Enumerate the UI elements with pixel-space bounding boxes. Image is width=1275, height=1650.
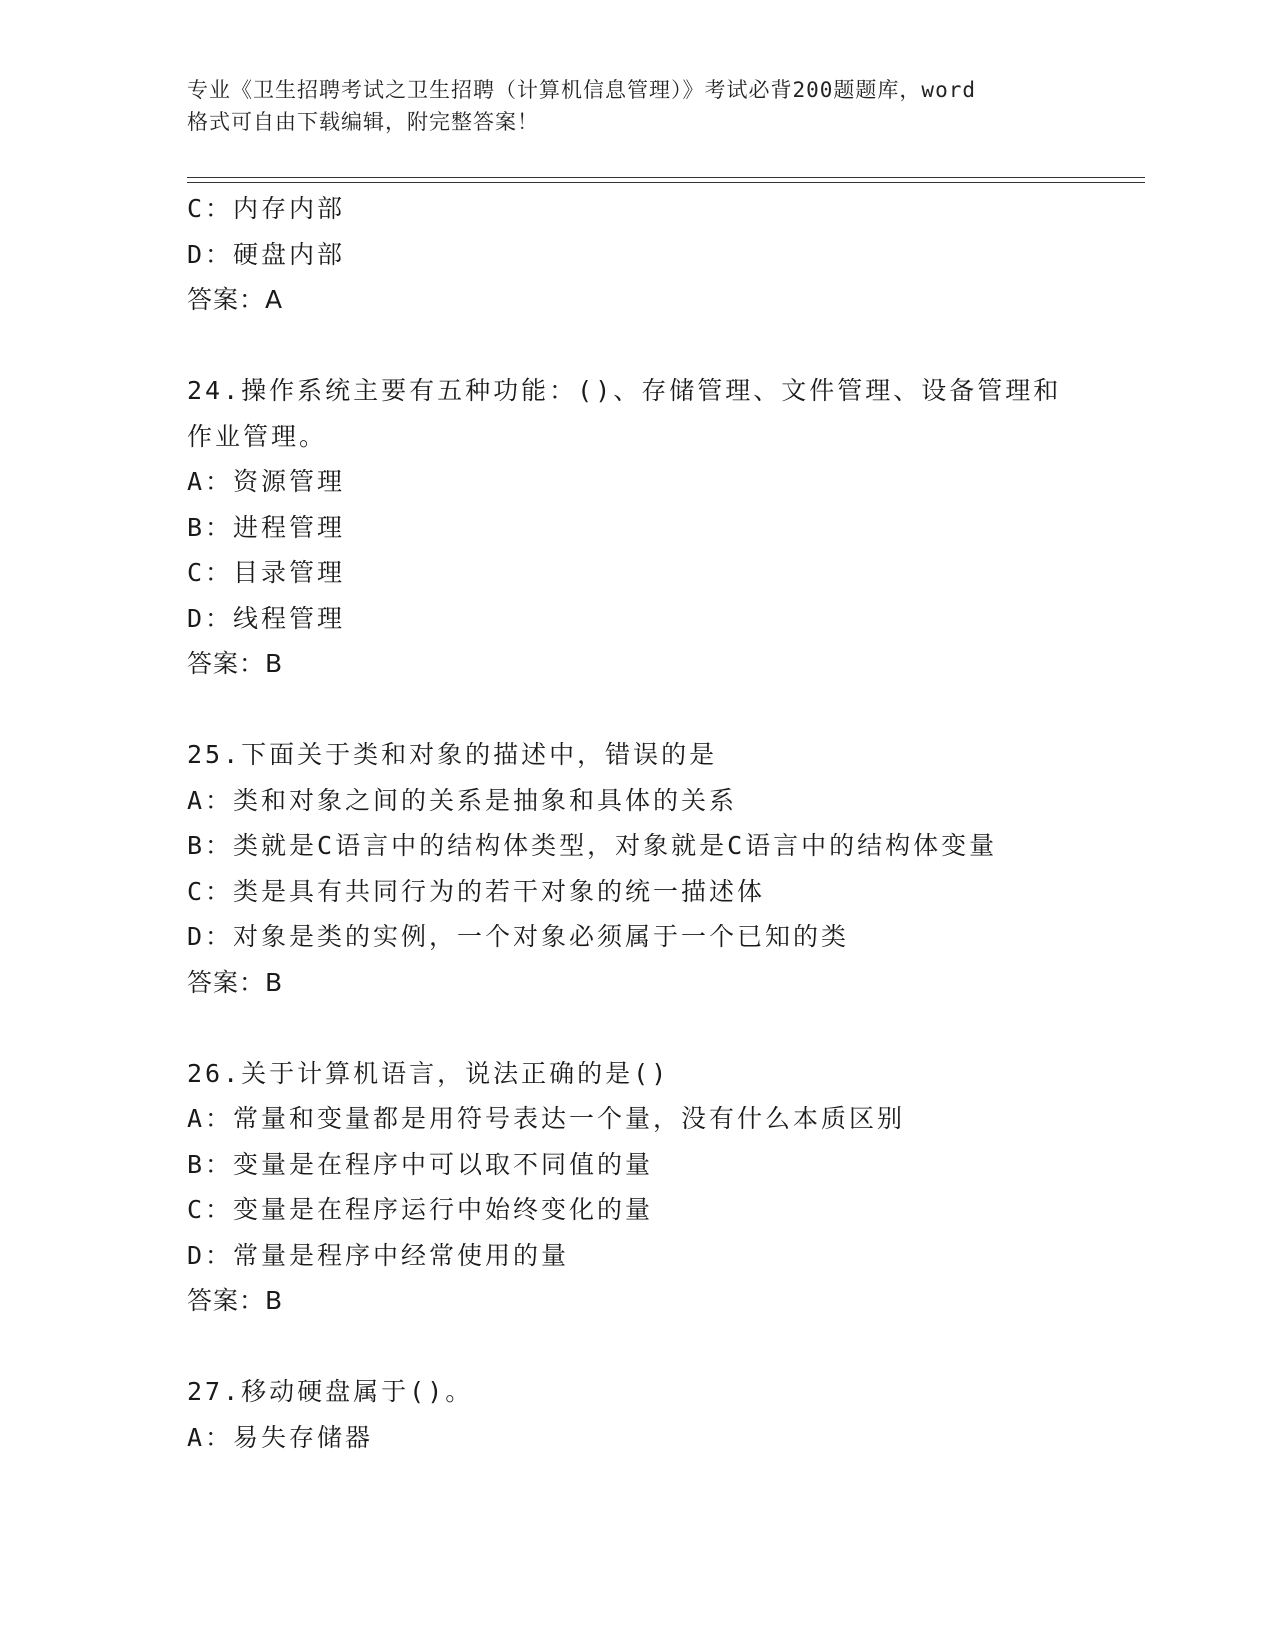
spacer <box>187 1005 1145 1051</box>
answer-line: 答案：B <box>187 967 284 997</box>
question-stem: 24.操作系统主要有五种功能：()、存储管理、文件管理、设备管理和 <box>187 376 1062 405</box>
answer-line: 答案：A <box>187 285 284 314</box>
option-c: C：类是具有共同行为的若干对象的统一描述体 <box>187 876 766 906</box>
option-c: C：目录管理 <box>187 558 346 587</box>
spacer <box>187 323 1145 369</box>
spacer <box>187 687 1145 733</box>
question-26 <box>187 1051 1145 1324</box>
option-d: D：线程管理 <box>187 603 346 633</box>
question-stem: 27.移动硬盘属于()。 <box>187 1377 474 1406</box>
option-a: A：类和对象之间的关系是抽象和具体的关系 <box>187 785 738 815</box>
question-content <box>187 186 1145 1460</box>
question-27 <box>187 1369 1145 1460</box>
option-a: A：常量和变量都是用符号表达一个量，没有什么本质区别 <box>187 1104 906 1133</box>
option-b: B：变量是在程序中可以取不同值的量 <box>187 1149 654 1179</box>
option-d: D：对象是类的实例，一个对象必须属于一个已知的类 <box>187 922 850 951</box>
option-c: C：内存内部 <box>187 194 346 223</box>
document-header <box>187 74 1087 138</box>
option-b: B：类就是C语言中的结构体类型，对象就是C语言中的结构体变量 <box>187 831 998 860</box>
question-24 <box>187 368 1145 687</box>
answer-line: 答案：B <box>187 649 284 678</box>
header-line-1: 专业《卫生招聘考试之卫生招聘（计算机信息管理）》考试必背200题题库，word <box>187 78 976 102</box>
spacer <box>187 1324 1145 1370</box>
question-stem: 25.下面关于类和对象的描述中，错误的是 <box>187 740 718 769</box>
answer-line: 答案：B <box>187 1286 284 1315</box>
header-rule-top <box>187 177 1145 178</box>
header-line-2: 格式可自由下载编辑，附完整答案！ <box>187 110 539 134</box>
option-a: A：易失存储器 <box>187 1422 374 1452</box>
option-d: D：硬盘内部 <box>187 239 346 269</box>
header-rule-bottom <box>187 182 1145 183</box>
option-d: D：常量是程序中经常使用的量 <box>187 1240 570 1270</box>
question-25 <box>187 732 1145 1005</box>
option-b: B：进程管理 <box>187 512 346 542</box>
question-stem: 26.关于计算机语言，说法正确的是() <box>187 1058 670 1088</box>
option-a: A：资源管理 <box>187 467 346 496</box>
question-stem-continued: 作业管理。 <box>187 421 328 451</box>
option-c: C：变量是在程序运行中始终变化的量 <box>187 1195 654 1224</box>
